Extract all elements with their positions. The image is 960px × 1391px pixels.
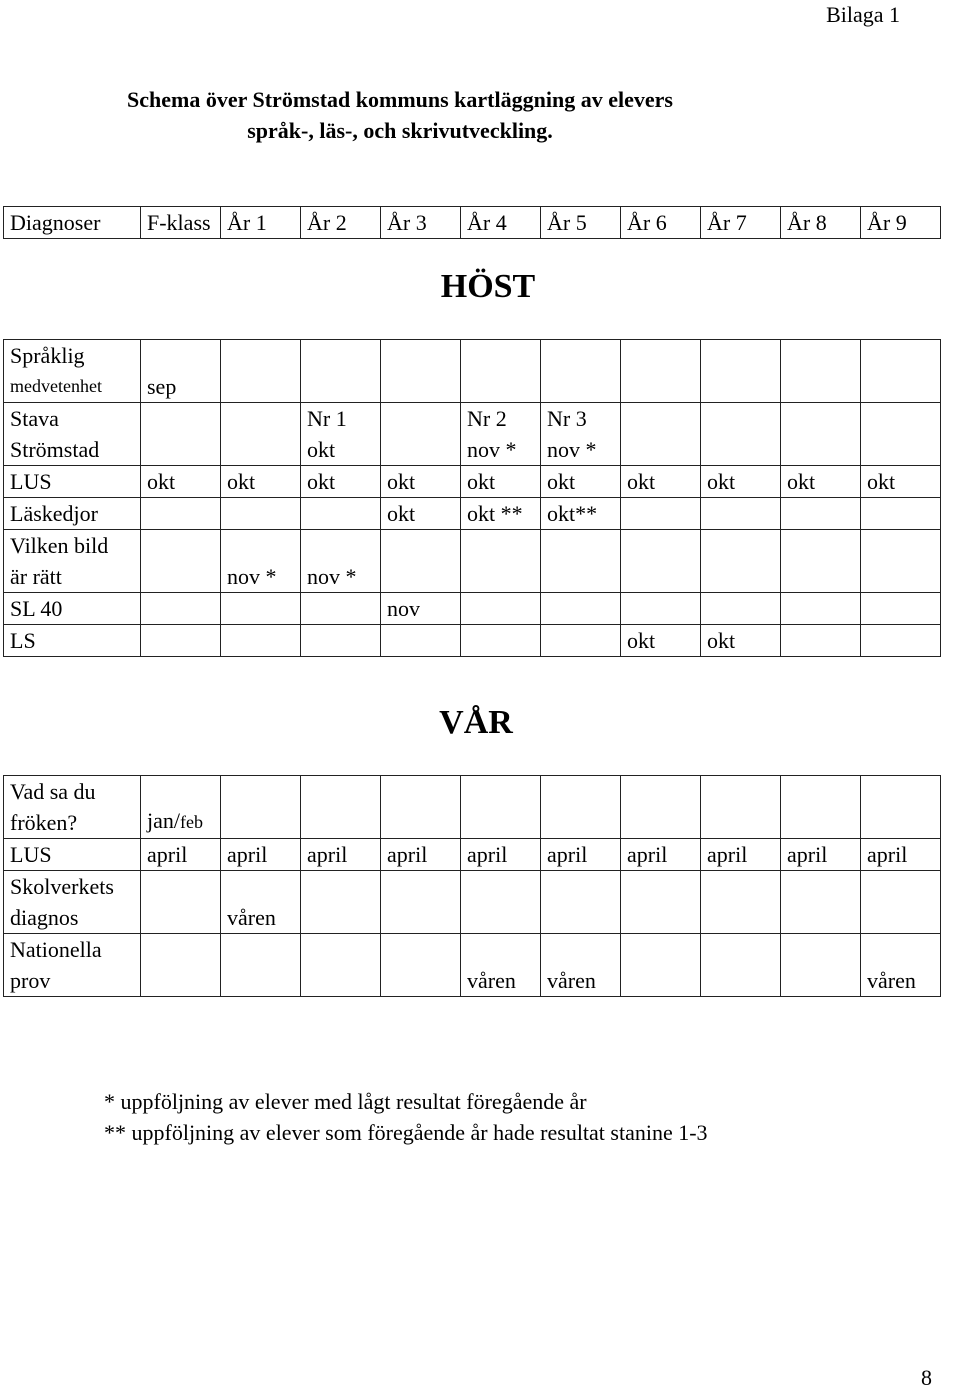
row-label-line: Strömstad <box>10 437 100 462</box>
schedule-cell <box>621 593 701 625</box>
schedule-cell <box>701 498 781 530</box>
row-label <box>4 934 141 997</box>
row-label-line: fröken? <box>10 810 78 835</box>
schedule-cell <box>541 530 621 593</box>
schedule-cell <box>301 776 381 839</box>
schedule-cell <box>621 340 701 403</box>
schedule-cell <box>461 593 541 625</box>
schedule-cell <box>381 530 461 593</box>
schedule-cell <box>301 934 381 997</box>
page-title-line-2: språk-, läs-, och skrivutveckling. <box>247 118 553 143</box>
schedule-cell <box>621 403 701 466</box>
row-label-line: LS <box>10 628 36 653</box>
row-label-line: LUS <box>10 842 52 867</box>
row-label-line: prov <box>10 968 51 993</box>
autumn-schedule-table <box>3 339 941 657</box>
table-row <box>4 839 941 871</box>
table-row <box>4 625 941 657</box>
schedule-cell <box>701 871 781 934</box>
row-label-line: Vilken bild <box>10 533 109 558</box>
row-label <box>4 403 141 466</box>
schedule-cell: april <box>461 839 541 871</box>
schedule-cell: nov * <box>301 530 381 593</box>
schedule-cell: okt** <box>541 498 621 530</box>
schedule-cell <box>301 871 381 934</box>
schedule-cell <box>541 340 621 403</box>
schedule-cell <box>701 530 781 593</box>
schedule-cell <box>621 934 701 997</box>
row-label-line: diagnos <box>10 905 79 930</box>
row-label <box>4 593 141 625</box>
schedule-cell: april <box>381 839 461 871</box>
schedule-cell <box>461 871 541 934</box>
row-label-line: Läskedjor <box>10 501 98 526</box>
schedule-cell <box>221 340 301 403</box>
schedule-cell: okt <box>541 466 621 498</box>
schedule-cell: april <box>221 839 301 871</box>
schedule-cell-line: Nr 2 <box>467 406 507 431</box>
page-number: 8 <box>921 1365 932 1390</box>
schedule-cell: okt <box>621 466 701 498</box>
schedule-cell <box>701 340 781 403</box>
table-row <box>4 934 941 997</box>
schedule-cell: april <box>701 839 781 871</box>
footnote-double-star: ** uppföljning av elever som föregående år hade resultat stanine 1-3 <box>104 1120 708 1145</box>
row-label <box>4 839 141 871</box>
schedule-cell <box>541 403 621 466</box>
schedule-cell-line: okt <box>307 437 336 462</box>
schedule-cell: jan/feb <box>141 776 221 839</box>
schedule-cell <box>781 340 861 403</box>
schedule-cell: okt <box>701 466 781 498</box>
schedule-cell <box>541 871 621 934</box>
row-label-line: Skolverkets <box>10 874 114 899</box>
schedule-cell: okt <box>621 625 701 657</box>
row-label-line: Vad sa du <box>10 779 96 804</box>
column-header-row <box>4 207 941 239</box>
schedule-cell <box>301 340 381 403</box>
spring-schedule-table <box>3 775 941 997</box>
row-label <box>4 776 141 839</box>
row-label-line: Språklig <box>10 343 85 368</box>
row-label <box>4 340 141 403</box>
table-row <box>4 530 941 593</box>
appendix-label: Bilaga 1 <box>826 2 900 27</box>
schedule-cell <box>861 340 941 403</box>
schedule-cell: okt <box>381 498 461 530</box>
column-header-cell: År 5 <box>541 207 621 239</box>
column-header-cell: År 7 <box>701 207 781 239</box>
schedule-cell <box>541 593 621 625</box>
schedule-cell <box>861 871 941 934</box>
schedule-cell <box>861 530 941 593</box>
schedule-cell <box>701 403 781 466</box>
schedule-cell <box>781 871 861 934</box>
schedule-cell <box>141 934 221 997</box>
schedule-cell: våren <box>461 934 541 997</box>
schedule-cell: nov * <box>221 530 301 593</box>
schedule-cell <box>461 530 541 593</box>
row-label <box>4 530 141 593</box>
schedule-cell <box>781 934 861 997</box>
schedule-cell <box>381 934 461 997</box>
schedule-cell <box>861 498 941 530</box>
row-label <box>4 466 141 498</box>
column-header-cell: År 2 <box>301 207 381 239</box>
page-title-line-1: Schema över Strömstad kommuns kartläggning av elevers <box>127 87 673 112</box>
schedule-cell <box>381 625 461 657</box>
schedule-cell <box>861 625 941 657</box>
schedule-cell <box>461 776 541 839</box>
column-header-cell: År 6 <box>621 207 701 239</box>
column-header-cell: År 1 <box>221 207 301 239</box>
schedule-cell: okt <box>861 466 941 498</box>
column-header-cell: År 9 <box>861 207 941 239</box>
schedule-cell <box>781 776 861 839</box>
schedule-cell <box>381 403 461 466</box>
schedule-cell <box>621 871 701 934</box>
schedule-cell <box>141 498 221 530</box>
row-label <box>4 625 141 657</box>
schedule-cell <box>861 593 941 625</box>
schedule-cell <box>141 625 221 657</box>
schedule-cell <box>781 530 861 593</box>
column-header-cell: År 3 <box>381 207 461 239</box>
schedule-cell <box>301 498 381 530</box>
schedule-cell: okt ** <box>461 498 541 530</box>
schedule-cell: okt <box>381 466 461 498</box>
schedule-cell-line: nov * <box>547 437 597 462</box>
schedule-cell <box>621 530 701 593</box>
schedule-cell-line: nov * <box>467 437 517 462</box>
schedule-cell-line: Nr 1 <box>307 406 347 431</box>
schedule-cell <box>221 625 301 657</box>
schedule-cell-line: Nr 3 <box>547 406 587 431</box>
schedule-cell <box>381 776 461 839</box>
schedule-cell <box>221 403 301 466</box>
row-label <box>4 871 141 934</box>
schedule-cell <box>221 776 301 839</box>
schedule-cell <box>781 625 861 657</box>
schedule-cell: okt <box>301 466 381 498</box>
schedule-cell: april <box>781 839 861 871</box>
schedule-cell <box>301 625 381 657</box>
column-header-cell: Diagnoser <box>4 207 141 239</box>
schedule-cell: sep <box>141 340 221 403</box>
autumn-heading: HÖST <box>440 268 536 305</box>
cell-suffix: feb <box>180 812 203 832</box>
schedule-cell <box>461 403 541 466</box>
column-header-cell: År 8 <box>781 207 861 239</box>
row-label-line: är rätt <box>10 564 62 589</box>
row-label-line: SL 40 <box>10 596 63 621</box>
schedule-cell <box>781 498 861 530</box>
schedule-cell <box>141 871 221 934</box>
schedule-cell <box>301 403 381 466</box>
schedule-cell <box>701 593 781 625</box>
schedule-cell: våren <box>861 934 941 997</box>
schedule-cell <box>221 593 301 625</box>
schedule-cell <box>301 593 381 625</box>
row-label-line: medvetenhet <box>10 376 102 396</box>
schedule-cell <box>541 625 621 657</box>
schedule-cell: våren <box>221 871 301 934</box>
schedule-cell <box>701 776 781 839</box>
table-row <box>4 776 941 839</box>
column-header-cell: F-klass <box>141 207 221 239</box>
schedule-cell <box>861 403 941 466</box>
table-row <box>4 403 941 466</box>
schedule-cell <box>221 934 301 997</box>
schedule-cell: april <box>541 839 621 871</box>
row-label-line: LUS <box>10 469 52 494</box>
spring-heading: VÅR <box>439 704 513 741</box>
schedule-cell <box>141 593 221 625</box>
column-header-table <box>3 206 941 239</box>
row-label-line: Stava <box>10 406 59 431</box>
schedule-cell: okt <box>701 625 781 657</box>
schedule-cell: okt <box>221 466 301 498</box>
table-row <box>4 340 941 403</box>
schedule-cell <box>701 934 781 997</box>
schedule-cell: okt <box>141 466 221 498</box>
schedule-cell <box>621 776 701 839</box>
schedule-cell <box>781 403 861 466</box>
schedule-cell: april <box>301 839 381 871</box>
column-header-cell: År 4 <box>461 207 541 239</box>
row-label-line: Nationella <box>10 937 102 962</box>
schedule-cell <box>381 871 461 934</box>
schedule-cell <box>461 625 541 657</box>
schedule-cell <box>541 776 621 839</box>
schedule-cell: okt <box>781 466 861 498</box>
schedule-cell: april <box>621 839 701 871</box>
schedule-cell <box>141 530 221 593</box>
table-row <box>4 593 941 625</box>
schedule-cell: april <box>141 839 221 871</box>
schedule-cell <box>221 498 301 530</box>
schedule-cell: okt <box>461 466 541 498</box>
table-row <box>4 498 941 530</box>
schedule-cell: april <box>861 839 941 871</box>
schedule-cell <box>621 498 701 530</box>
row-label <box>4 498 141 530</box>
schedule-cell <box>781 593 861 625</box>
schedule-cell <box>381 340 461 403</box>
schedule-cell <box>141 403 221 466</box>
schedule-cell <box>461 340 541 403</box>
schedule-cell: våren <box>541 934 621 997</box>
footnote-single-star: * uppföljning av elever med lågt resultat föregående år <box>104 1089 587 1114</box>
schedule-cell: nov <box>381 593 461 625</box>
table-row <box>4 871 941 934</box>
table-row <box>4 466 941 498</box>
schedule-cell <box>861 776 941 839</box>
